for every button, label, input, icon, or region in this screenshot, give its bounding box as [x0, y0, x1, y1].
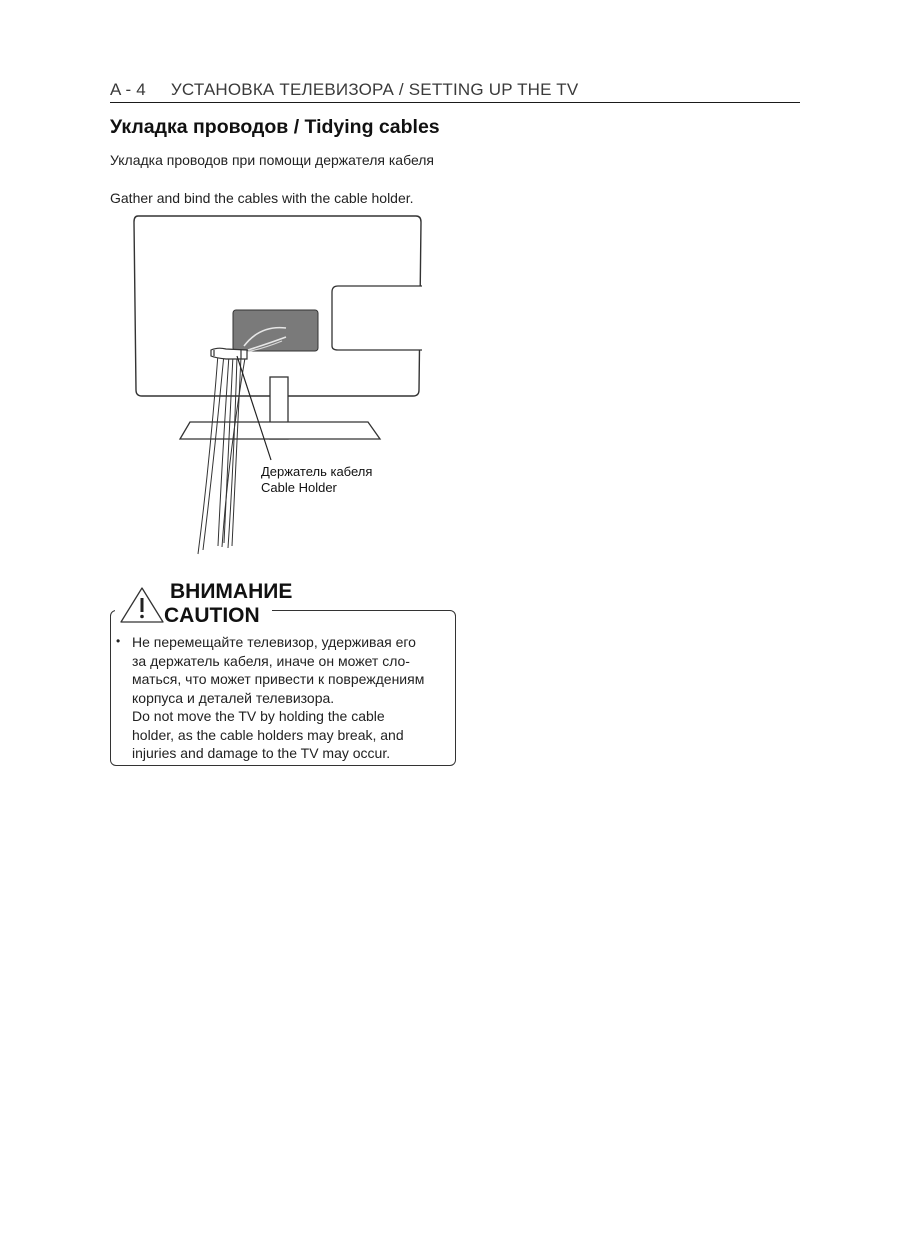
page-number: A - 4 [110, 80, 146, 99]
callout-ru: Держатель кабеля [261, 464, 373, 479]
warning-icon [118, 585, 166, 625]
caution-line: Не перемещайте телевизор, удерживая его [132, 634, 416, 650]
caution-line: Do not move the TV by holding the cable [132, 708, 385, 724]
caution-line: holder, as the cable holders may break, and [132, 726, 404, 743]
caution-heading [164, 580, 293, 628]
paragraph-en: Gather and bind the cables with the cable holder. [110, 190, 414, 206]
side-panel [332, 286, 422, 350]
caution-line: корпуса и деталей телевизора. [132, 689, 335, 706]
caution-title-en: CAUTION [164, 604, 260, 627]
tv-back-diagram [110, 210, 450, 560]
caution-line: маться, что может привести к повреждениям [132, 671, 425, 687]
cable-holder [211, 348, 247, 359]
page-title: Укладка проводов / Tidying cables [110, 116, 440, 138]
bullet: • [116, 634, 121, 648]
tv-cable-holder-illustration [110, 210, 450, 560]
caution-text [116, 633, 461, 763]
caution-title-ru: ВНИМАНИЕ [170, 580, 293, 603]
caution-line: injuries and damage to the TV may occur. [132, 745, 391, 761]
stand-base [180, 422, 380, 439]
caution-line: за держатель кабеля, иначе он может сло- [132, 652, 410, 669]
paragraph-ru: Укладка проводов при помощи держателя кабеля [110, 152, 435, 168]
section-title: УСТАНОВКА ТЕЛЕВИЗОРА / SETTING UP THE TV [170, 80, 579, 99]
callout-en: Cable Holder [261, 480, 337, 495]
page-header [110, 80, 800, 103]
cable-holder-callout [261, 464, 372, 496]
